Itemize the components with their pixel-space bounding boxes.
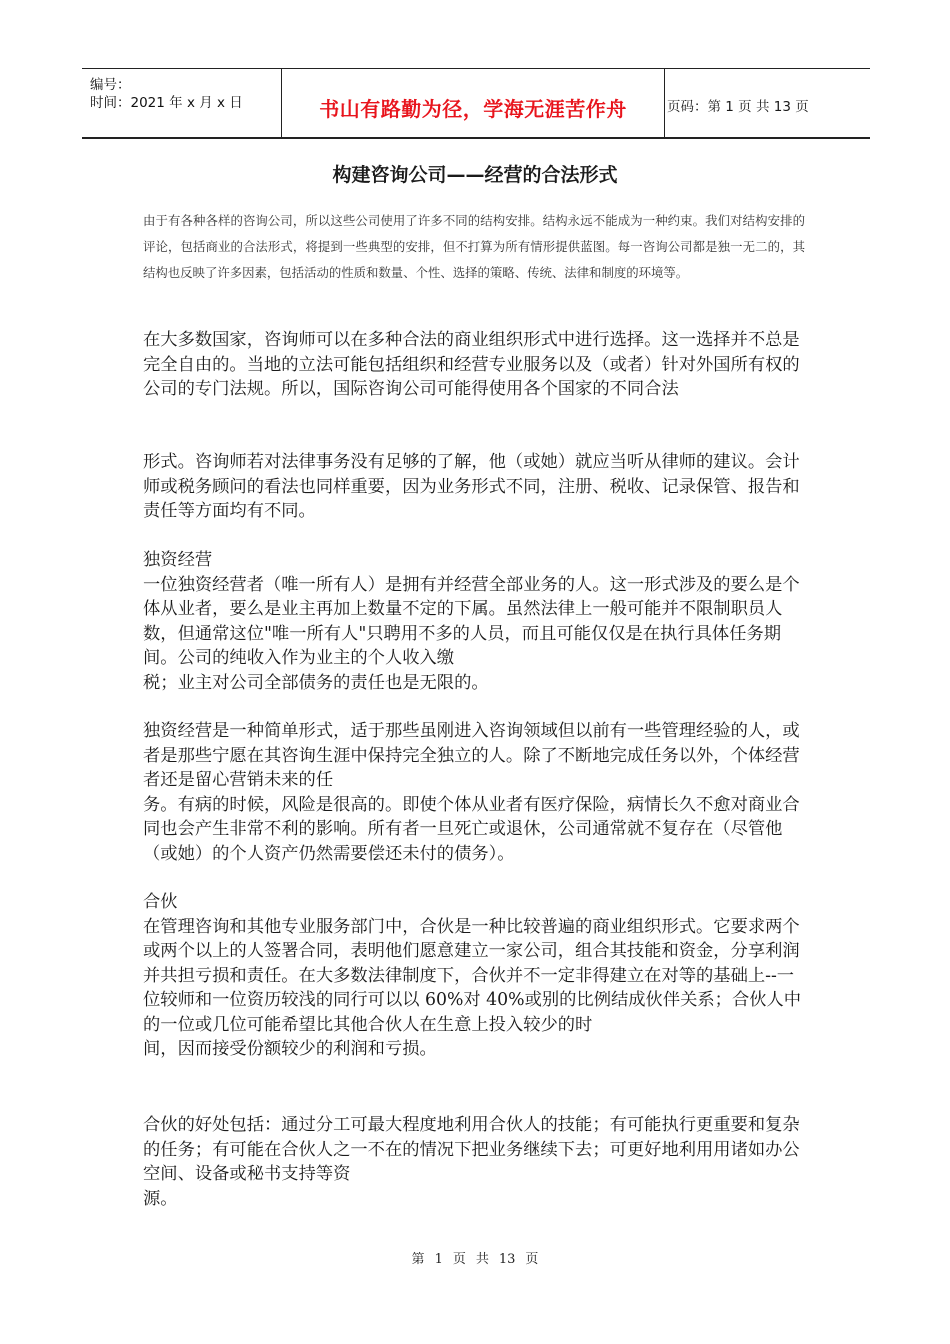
paragraph-sole-risk: 务。有病的时候，风险是很高的。即使个体从业者有医疗保险，病情长久不愈对商业合同也会产生非常不利的影响。所有者一旦死亡或退休，公司通常就不复存在（尽管他（或她）的个人资产仍然需要偿还未付的债务）。 — [143, 794, 800, 864]
paragraph-sole-suitability: 独资经营是一种简单形式，适于那些虽刚进入咨询领域但以前有一些管理经验的人，或者是那些宁愿在其咨询生涯中保持完全独立的人。除了不断地完成任务以外，个体经营者还是留心营销未来的任 — [143, 721, 800, 790]
header-page-info: 页码：第 1 页 共 13 页 — [667, 99, 809, 115]
document-title: 构建咨询公司——经营的合法形式 — [332, 164, 618, 186]
body-paragraph — [143, 1113, 805, 1211]
paragraph-partnership-share: 间，因而接受份额较少的利润和亏损。 — [143, 1039, 437, 1059]
intro-paragraph: 由于有各种各样的咨询公司，所以这些公司使用了许多不同的结构安排。结构永远不能成为一种约束。我们对结构安排的评论，包括商业的合法形式，将提到一些典型的安排，但不打算为所有情形提供蓝图。每一咨询公司都是独一无二的，其结构也反映了许多因素，包括活动的性质和数量、个性、选择的策略、传统、法律和制度的环境等。 — [143, 213, 805, 280]
footer-page-unit: 页 — [452, 1252, 466, 1267]
body-paragraph — [143, 719, 805, 866]
section-sole-proprietorship — [143, 548, 805, 695]
paragraph-sole-definition: 一位独资经营者（唯一所有人）是拥有并经营全部业务的人。这一形式涉及的要么是个体从业者，要么是业主再加上数量不定的下属。虽然法律上一般可能并不限制职员人数，但通常这位"唯一所有人"只聘用不多的人员，而且可能仅仅是在执行具体任务期间。公司的纯收入作为业主的个人收入缴 — [143, 574, 800, 668]
footer-total-word: 共 — [475, 1252, 489, 1267]
section-heading-partnership: 合伙 — [143, 892, 178, 912]
section-heading-sole: 独资经营 — [143, 550, 213, 570]
paragraph-legal-advice: 形式。咨询师若对法律事务没有足够的了解，他（或她）就应当听从律师的建议。会计师或税务顾问的看法也同样重要，因为业务形式不同，注册、税收、记录保管、报告和责任等方面均有不同。 — [143, 452, 800, 521]
body-paragraph — [143, 328, 805, 402]
footer-page-number: 1 — [434, 1252, 443, 1267]
footer-page-word: 第 — [411, 1252, 425, 1267]
paragraph-sole-tax: 税；业主对公司全部债务的责任也是无限的。 — [143, 672, 489, 693]
page-footer — [0, 1248, 950, 1267]
header-meta-cell — [82, 69, 282, 137]
header-page-cell — [665, 69, 870, 137]
paragraph-partnership-benefits: 合伙的好处包括：通过分工可最大程度地利用合伙人的技能；有可能执行更重要和复杂的任务；有可能在合伙人之一不在的情况下把业务继续下去；可更好地利用用诸如办公空间、设备或秘书支持等资 — [143, 1115, 800, 1184]
page-header — [82, 68, 870, 139]
footer-total-number: 13 — [498, 1252, 516, 1267]
header-motto-cell — [282, 69, 665, 137]
body-paragraph — [143, 450, 805, 524]
section-partnership — [143, 890, 805, 1062]
paragraph-legal-forms: 在大多数国家，咨询师可以在多种合法的商业组织形式中进行选择。这一选择并不总是完全自由的。当地的立法可能包括组织和经营专业服务以及（或者）针对外国所有权的公司的专门法规。所以，国际咨询公司可能得使用各个国家的不同合法 — [143, 330, 800, 399]
footer-total-unit: 页 — [525, 1252, 539, 1267]
paragraph-partnership-definition: 在管理咨询和其他专业服务部门中，合伙是一种比较普遍的商业组织形式。它要求两个或两个以上的人签署合同，表明他们愿意建立一家公司，组合其技能和资金，分享利润并共担亏损和责任。在大多数法律制度下，合伙并不一定非得建立在对等的基础上--一位较师和一位资历较浅的同行可以以 60%对 40%或别的比例结成伙伴关系；合伙人中的一位或几位可能希望比其他合伙人在生意上投入较少的时 — [143, 916, 802, 1035]
paragraph-partnership-benefits-end: 源。 — [143, 1188, 178, 1209]
document-date-label: 时间：2021 年 x 月 x 日 — [90, 95, 243, 111]
document-number-label: 编号： — [90, 77, 131, 93]
header-motto: 书山有路勤为径，学海无涯苦作舟 — [319, 97, 627, 121]
